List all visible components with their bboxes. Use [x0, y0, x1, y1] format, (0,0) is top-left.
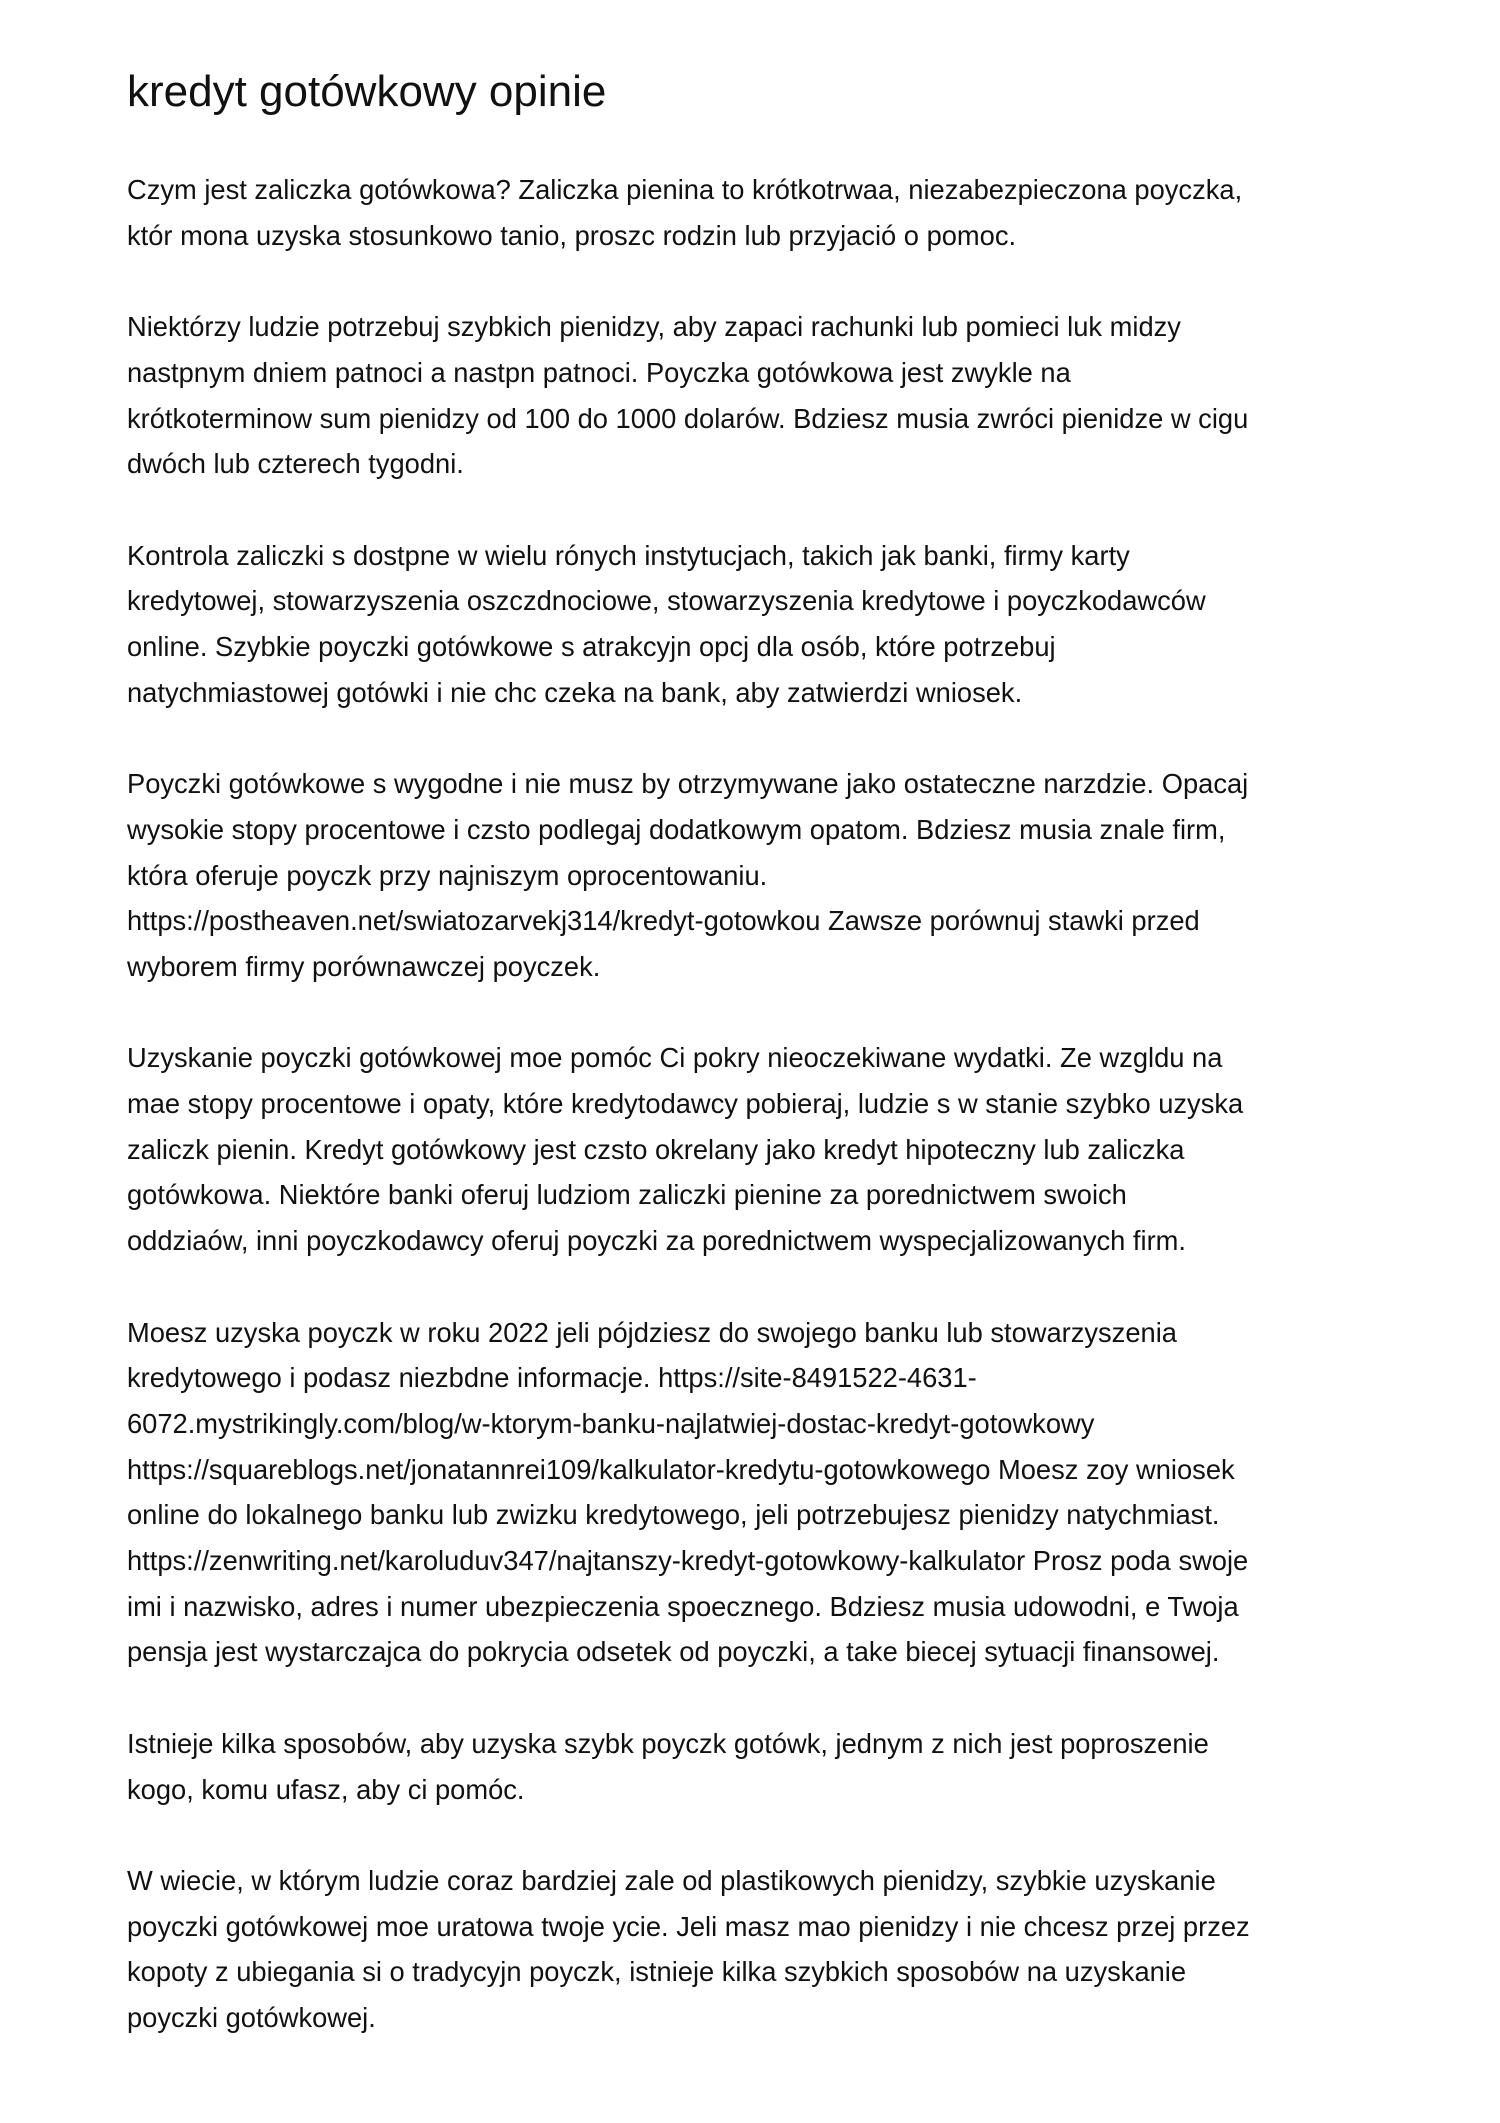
text-line: kogo, komu ufasz, aby ci pomóc. [127, 1773, 525, 1805]
paragraph [127, 1310, 1387, 1676]
text-line: krótkoterminow sum pienidzy od 100 do 1000 dolarów. Bdziesz musia zwróci pienidze w cigu [127, 402, 1249, 434]
paragraph [127, 1721, 1387, 1812]
paragraph [127, 1035, 1387, 1264]
text-line: Istnieje kilka sposobów, aby uzyska szybk poyczk gotówk, jednym z nich jest poproszenie [127, 1727, 1209, 1759]
text-line: kredytowego i podasz niezbdne informacje. https://site-8491522-4631- [127, 1362, 977, 1394]
text-line: poyczki gotówkowej. [127, 2002, 376, 2034]
text-line: nastpnym dniem patnoci a nastpn patnoci. Poyczka gotówkowa jest zwykle na [127, 356, 1071, 388]
text-line: Kontrola zaliczki s dostpne w wielu rónych instytucjach, takich jak banki, firmy karty [127, 539, 1130, 571]
text-line: Poyczki gotówkowe s wygodne i nie musz by otrzymywane jako ostateczne narzdzie. Opacaj [127, 768, 1249, 800]
text-line: która oferuje poyczk przy najniszym oprocentowaniu. [127, 859, 768, 891]
text-line: gotówkowa. Niektóre banki oferuj ludziom zaliczki pienine za porednictwem swoich [127, 1179, 1127, 1211]
text-line: Moesz uzyska poyczk w roku 2022 jeli pójdziesz do swojego banku lub stowarzyszenia [127, 1316, 1177, 1348]
text-line: online. Szybkie poyczki gotówkowe s atrakcyjn opcj dla osób, które potrzebuj [127, 631, 1056, 662]
text-line: kopoty z ubiegania si o tradycyjn poyczk, istnieje kilka szybkich sposobów na uzyskanie [127, 1956, 1187, 1988]
article-body [127, 167, 1387, 2086]
text-line: Uzyskanie poyczki gotówkowej moe pomóc Ci pokry nieoczekiwane wydatki. Ze wzgldu na [127, 1042, 1223, 1074]
text-line: poyczki gotówkowej moe uratowa twoje ycie. Jeli masz mao pienidzy i nie chcesz przej przez [127, 1910, 1250, 1942]
text-line: https://squareblogs.net/jonatannrei109/kalkulator-kredytu-gotowkowego Moesz zoy wniosek [127, 1453, 1235, 1485]
text-line: mae stopy procentowe i opaty, które kredytodawcy pobieraj, ludzie s w stanie szybko uzyska [127, 1088, 1244, 1119]
text-line: imi i nazwisko, adres i numer ubezpieczenia spoecznego. Bdziesz musia udowodni, e Twoja [127, 1590, 1239, 1622]
text-line: kredytowej, stowarzyszenia oszczdnociowe, stowarzyszenia kredytowe i poyczkodawców [127, 585, 1206, 617]
text-line: Czym jest zaliczka gotówkowa? Zaliczka pienina to krótkotrwaa, niezabezpieczona poyczka, [127, 174, 1243, 205]
text-line: pensja jest wystarczajca do pokrycia odsetek od poyczki, a take biecej sytuacji finansowej. [127, 1636, 1220, 1668]
paragraph [127, 533, 1387, 716]
text-line: zaliczk pienin. Kredyt gotówkowy jest czsto okrelany jako kredyt hipoteczny lub zaliczka [127, 1133, 1185, 1165]
paragraph [127, 1858, 1387, 2041]
text-line: wyborem firmy porównawczej poyczek. [127, 950, 601, 982]
text-line: online do lokalnego banku lub zwizku kredytowego, jeli potrzebujesz pienidzy natychmiast. [127, 1499, 1220, 1531]
paragraph [127, 761, 1387, 990]
text-line: Niektórzy ludzie potrzebuj szybkich pienidzy, aby zapaci rachunki lub pomieci luk midzy [127, 311, 1181, 343]
text-line: wysokie stopy procentowe i czsto podlegaj dodatkowym opatom. Bdziesz musia znale firm, [127, 813, 1226, 845]
text-line: W wiecie, w którym ludzie coraz bardziej zale od plastikowych pienidzy, szybkie uzyskanie [127, 1864, 1216, 1896]
text-line: któr mona uzyska stosunkowo tanio, proszc rodzin lub przyjació o pomoc. [127, 219, 1017, 251]
text-line: natychmiastowej gotówki i nie chc czeka na bank, aby zatwierdzi wniosek. [127, 676, 1023, 708]
page-title: kredyt gotówkowy opinie [127, 67, 607, 116]
text-line: dwóch lub czterech tygodni. [127, 448, 464, 480]
text-line: https://zenwriting.net/karoluduv347/najtanszy-kredyt-gotowkowy-kalkulator Prosz poda swoje [127, 1545, 1249, 1577]
paragraph [127, 167, 1387, 258]
text-line: https://postheaven.net/swiatozarvekj314/kredyt-gotowkou Zawsze porównuj stawki przed [127, 905, 1200, 937]
text-line: oddziaów, inni poyczkodawcy oferuj poyczki za porednictwem wyspecjalizowanych firm. [127, 1225, 1186, 1257]
paragraph [127, 304, 1387, 487]
text-line: 6072.mystrikingly.com/blog/w-ktorym-banku-najlatwiej-dostac-kredyt-gotowkowy [127, 1407, 1095, 1439]
